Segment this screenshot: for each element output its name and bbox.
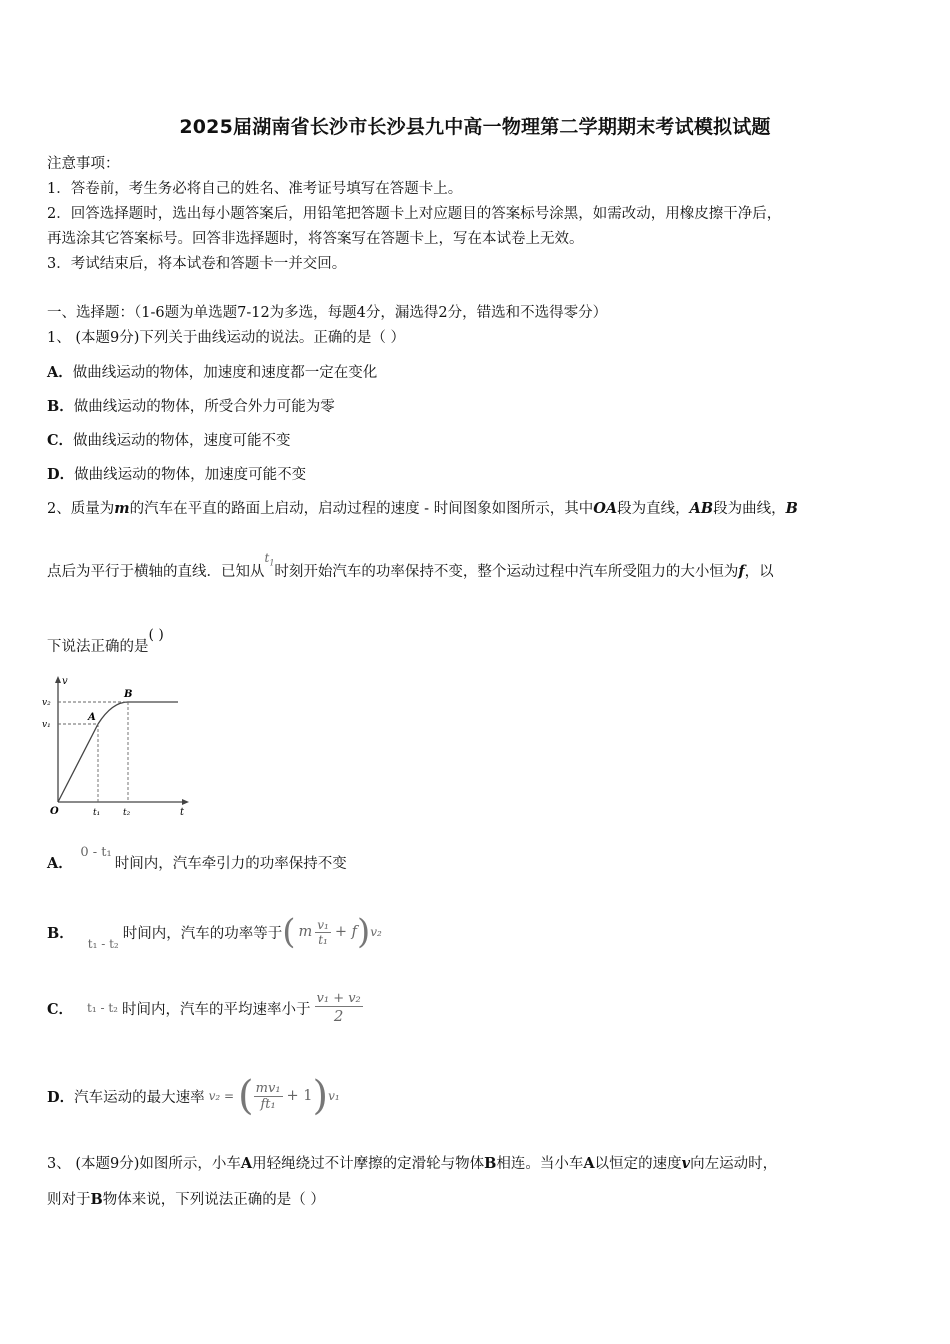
option-text: 做曲线运动的物体，加速度可能不变 — [74, 467, 307, 483]
math-m: m — [298, 924, 313, 940]
math-v1: v₁ — [328, 1089, 340, 1103]
notes-item-3: 3．考试结束后，将本试卷和答题卡一并交回。 — [47, 256, 347, 272]
text: 物体来说，下列说法正确的是（ ） — [102, 1192, 325, 1208]
right-paren: ) — [312, 1073, 329, 1119]
option-label: A． — [47, 855, 73, 872]
segment-oa — [58, 724, 98, 802]
var-v: v — [681, 1155, 691, 1172]
label-v1: v₁ — [42, 720, 51, 730]
y-arrow — [55, 676, 61, 683]
q2-stem-line2 — [47, 551, 774, 581]
label-o: O — [50, 806, 59, 817]
segment-ab — [98, 702, 128, 724]
text: 下说法正确的是 — [47, 639, 149, 655]
text: 段为曲线， — [713, 501, 786, 517]
var-oa: OA — [593, 500, 618, 517]
label-a: A — [88, 712, 96, 723]
label-v: v — [62, 676, 68, 687]
text: ，以 — [744, 564, 774, 580]
q2-option-a — [47, 845, 347, 873]
q1-option-b — [47, 395, 335, 416]
math-plus-1: + 1 — [286, 1088, 313, 1104]
sub: 1 — [269, 558, 275, 568]
math-v2-eq: v₂ = — [208, 1089, 235, 1103]
option-text: 做曲线运动的物体，加速度和速度都一定在变化 — [72, 365, 378, 381]
math-t1-t2: t₁ - t₂ — [87, 937, 119, 951]
right-paren: ) — [356, 912, 371, 952]
option-label: A． — [47, 364, 73, 381]
var-m: m — [114, 500, 130, 517]
var-b: B — [90, 1191, 103, 1208]
text: 段为直线， — [617, 501, 690, 517]
var-f: f — [738, 563, 745, 580]
q2-stem-line1 — [47, 497, 798, 518]
text: 3、 (本题9分)如图所示，小车 — [47, 1156, 241, 1172]
label-t: t — [180, 807, 185, 818]
q1-option-a — [47, 361, 377, 382]
option-label: B． — [47, 924, 74, 942]
section-heading: 一、选择题：（1-6题为单选题7-12为多选，每题4分，漏选得2分，错选和不选得零分） — [47, 305, 608, 321]
q3-stem-line2 — [47, 1188, 325, 1209]
q1-option-d — [47, 463, 306, 484]
q2-option-c — [47, 985, 363, 1031]
var-a: A — [583, 1155, 595, 1172]
exam-title: 2025届湖南省长沙市长沙县九中高一物理第二学期期末考试模拟试题 — [179, 116, 771, 138]
q2-option-b — [47, 912, 382, 952]
option-text: 做曲线运动的物体，所受合外力可能为零 — [73, 399, 335, 415]
fraction-mv1-ft1 — [254, 1081, 283, 1112]
math-v2: v₂ — [370, 925, 382, 939]
text: 的汽车在平直的路面上启动，启动过程的速度 - 时间图象如图所示，其中 — [129, 501, 594, 517]
var-b: B — [484, 1155, 497, 1172]
left-paren: ( — [238, 1073, 254, 1119]
vt-graph — [40, 672, 200, 822]
numerator: v₁ + v₂ — [316, 991, 361, 1006]
left-paren: ( — [282, 912, 296, 952]
math-plus-f: + f — [334, 924, 357, 940]
notes-item-2a: 2．回答选择题时，选出每小题答案后，用铅笔把答题卡上对应题目的答案标号涂黑，如需改动，用橡皮擦干净后， — [47, 206, 782, 222]
denominator: 2 — [333, 1007, 344, 1025]
label-t2: t₂ — [123, 808, 131, 818]
denominator: t₁ — [318, 932, 328, 947]
option-text: 做曲线运动的物体，速度可能不变 — [73, 433, 291, 449]
text: 点后为平行于横轴的直线．已知从 — [47, 564, 265, 580]
text: 时刻开始汽车的功率保持不变，整个运动过程中汽车所受阻力的大小恒为 — [274, 564, 739, 580]
q2-option-d — [47, 1070, 340, 1122]
option-text: 时间内，汽车的功率等于 — [122, 925, 283, 942]
t: t — [264, 551, 270, 565]
notes-item-1: 1．答卷前，考生务必将自己的姓名、准考证号填写在答题卡上。 — [47, 181, 463, 197]
option-text: 时间内，汽车牵引力的功率保持不变 — [114, 856, 347, 872]
q1-stem: 1、 (本题9分)下列关于曲线运动的说法。正确的是（ ） — [47, 330, 405, 346]
q1-option-c — [47, 429, 291, 450]
text: 则对于 — [47, 1192, 91, 1208]
label-t1: t₁ — [93, 808, 101, 818]
math-0-t1: 0 - t₁ — [80, 845, 112, 860]
denominator: ft₁ — [260, 1096, 276, 1112]
q3-stem-line1 — [47, 1152, 777, 1173]
numerator: v₁ — [317, 917, 329, 932]
text: 以恒定的速度 — [594, 1156, 682, 1172]
var-ab: AB — [689, 500, 714, 517]
fraction-avg — [315, 991, 363, 1025]
numerator: mv₁ — [255, 1080, 281, 1096]
text: 2、质量为 — [47, 501, 115, 517]
var-a: A — [240, 1155, 253, 1172]
notes-heading: 注意事项： — [47, 156, 120, 172]
answer-bracket: ( ) — [148, 627, 164, 643]
q2-stem-line3 — [47, 627, 164, 656]
text: 向左运动时， — [690, 1156, 778, 1172]
text: 相连。当小车 — [496, 1156, 584, 1172]
option-label: C． — [47, 1000, 74, 1018]
label-v2: v₂ — [42, 698, 51, 708]
option-text: 时间内，汽车的平均速率小于 — [122, 1001, 311, 1018]
var-b: B — [785, 500, 798, 517]
notes-item-2b: 再选涂其它答案标号。回答非选择题时，将答案写在答题卡上，写在本试卷上无效。 — [47, 231, 584, 247]
option-label: D． — [47, 466, 75, 483]
option-text: 汽车运动的最大速率 — [74, 1089, 205, 1106]
text: 用轻绳绕过不计摩擦的定滑轮与物体 — [252, 1156, 485, 1172]
option-label: C． — [47, 432, 74, 449]
label-b: B — [124, 689, 133, 700]
fraction-v1-t1 — [315, 918, 331, 947]
math-t1 — [264, 551, 275, 568]
option-label: B． — [47, 398, 74, 415]
x-arrow — [182, 799, 189, 805]
option-label: D． — [47, 1088, 75, 1106]
math-t1-t2: t₁ - t₂ — [87, 1001, 118, 1015]
